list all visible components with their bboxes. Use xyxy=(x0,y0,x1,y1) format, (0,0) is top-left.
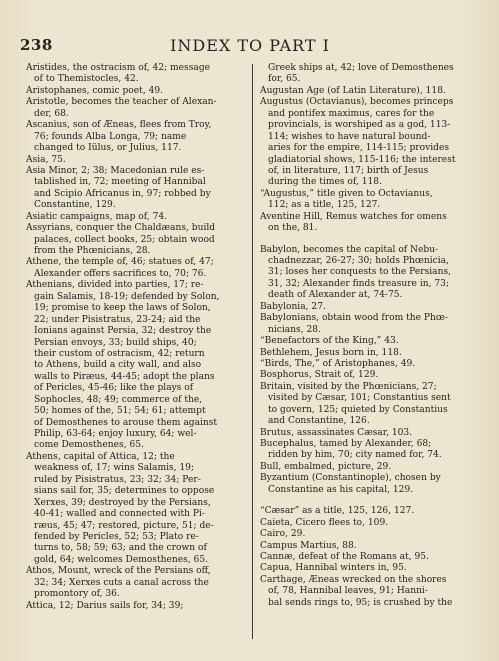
index-entry-line: “Benefactors of the King,” 43. xyxy=(260,336,399,347)
index-entry-line: Capua, Hannibal winters in, 95. xyxy=(260,563,407,574)
index-continuation-line: of Pericles, 45-46; like the plays of xyxy=(34,383,194,394)
index-continuation-line: fended by Pericles, 52; 53; Plato re- xyxy=(34,531,199,542)
index-continuation-line: 32; 34; Xerxes cuts a canal across the xyxy=(34,577,209,588)
letter-section-gap xyxy=(260,235,482,245)
index-entry-line: Ascanius, son of Æneas, flees from Troy, xyxy=(26,120,212,131)
column-divider xyxy=(252,64,253,639)
index-continuation-line: Philip, 63-64; enjoy luxury, 64; wel- xyxy=(34,429,197,439)
index-entry-line: Babylonians, obtain wood from the Phœ- xyxy=(260,313,448,324)
index-continuation-line: and pontifex maximus, cares for the xyxy=(268,108,435,119)
index-continuation-line: ridden by him, 70; city named for, 74. xyxy=(268,450,442,461)
index-continuation-line: 22; under Pisistratus, 23-24; aid the xyxy=(34,314,201,325)
page-title: INDEX TO PART I xyxy=(170,36,330,55)
index-entry-line: Babylon, becomes the capital of Nebu- xyxy=(260,244,439,255)
index-entry-line: Campus Martius, 88. xyxy=(260,540,357,551)
index-continuation-line: death of Alexander at, 74-75. xyxy=(268,290,403,301)
index-continuation-line: 40-41; walled and connected with Pi- xyxy=(34,509,205,520)
index-entry-line: Bucephalus, tamed by Alexander, 68; xyxy=(260,439,432,449)
index-continuation-line: 114; wishes to have natural bound- xyxy=(268,131,431,142)
index-continuation-line: Greek ships at, 42; love of Demosthenes xyxy=(268,63,454,73)
index-column-right xyxy=(260,63,482,609)
index-entry-line: Augustus (Octavianus), becomes princeps xyxy=(260,97,454,108)
index-entry-line: Babylonia, 27. xyxy=(260,301,326,312)
index-entry-line: Cannæ, defeat of the Romans at, 95. xyxy=(260,551,429,562)
index-entry-line: Bosphorus, Strait of, 129. xyxy=(260,370,379,381)
index-entry-line: Assyrians, conquer the Chaldæans, build xyxy=(26,223,216,234)
index-entry-line: Augustan Age (of Latin Literature), 118. xyxy=(260,85,446,96)
index-continuation-line: 76; founds Alba Longa, 79; name xyxy=(34,131,187,142)
index-continuation-line: nicians, 28. xyxy=(268,324,321,335)
index-entry-line: Carthage, Æneas wrecked on the shores xyxy=(260,574,447,585)
index-continuation-line: on the, 81. xyxy=(268,223,318,234)
index-continuation-line: Xerxes, 39; destroyed by the Persians, xyxy=(34,497,211,508)
index-continuation-line: and Scipio Africanus in, 97; robbed by xyxy=(34,188,211,199)
index-continuation-line: 19; promise to keep the laws of Solon, xyxy=(34,303,211,314)
index-continuation-line: Ionians against Persia, 32; destroy the xyxy=(34,326,212,337)
index-continuation-line: der, 68. xyxy=(34,108,69,119)
index-continuation-line: from the Phœnicians, 28. xyxy=(34,246,151,256)
index-continuation-line: bal sends rings to, 95; is crushed by the xyxy=(268,597,453,608)
index-continuation-line: to Athens, build a city wall, and also xyxy=(34,360,202,371)
index-continuation-line: come Demosthenes, 65. xyxy=(34,440,144,451)
index-continuation-line: tablished in, 72; meeting of Hannibal xyxy=(34,177,206,188)
index-entry-line: Britain, visited by the Phœnicians, 27; xyxy=(260,381,437,392)
index-continuation-line: provincials, is worshiped as a god, 113- xyxy=(268,120,451,131)
index-continuation-line: weakness of, 17; wins Salamis, 19; xyxy=(34,463,195,474)
index-continuation-line: Alexander offers sacrifices to, 70; 76. xyxy=(34,268,207,279)
index-continuation-line: their custom of ostracism, 42; return xyxy=(34,348,205,359)
index-entry-line: Bethlehem, Jesus born in, 118. xyxy=(260,347,402,358)
index-continuation-line: for, 65. xyxy=(268,74,301,85)
index-continuation-line: of Demosthenes to arouse them against xyxy=(34,417,218,428)
index-entry-line: Asiatic campaigns, map of, 74. xyxy=(26,211,168,222)
index-entry-line: “Augustus,” title given to Octavianus, xyxy=(260,188,433,199)
index-continuation-line: chadnezzar, 26-27; 30; holds Phœnicia, xyxy=(268,256,449,266)
index-continuation-line: promontory of, 36. xyxy=(34,589,120,600)
index-continuation-line: gold, 64; welcomes Demosthenes, 65. xyxy=(34,554,209,565)
page-number: 238 xyxy=(20,36,53,54)
index-continuation-line: Constantine as his capital, 129. xyxy=(268,484,414,495)
index-entry-line: Aventine Hill, Remus watches for omens xyxy=(260,211,447,222)
index-continuation-line: 31; loses her conquests to the Persians, xyxy=(268,267,452,278)
index-entry-line: Asia Minor, 2; 38; Macedonian rule es- xyxy=(26,165,205,176)
index-continuation-line: gain Salamis, 18-19; defended by Solon, xyxy=(34,291,220,302)
index-continuation-line: during the times of, 118. xyxy=(268,177,382,188)
index-entry-line: Athene, the temple of, 46; statues of, 47; xyxy=(26,257,214,268)
index-continuation-line: 31, 32; Alexander finds treasure in, 73; xyxy=(268,278,450,289)
index-continuation-line: to govern, 125; quieted by Constantius xyxy=(268,404,448,415)
index-continuation-line: ræus, 45; 47; restored, picture, 51; de- xyxy=(34,520,214,531)
index-entry-line: “Cæsar” as a title, 125, 126, 127. xyxy=(260,506,415,517)
index-entry-line: Byzantium (Constantinople), chosen by xyxy=(260,473,441,484)
letter-section-gap xyxy=(260,496,482,506)
index-continuation-line: Constantine, 129. xyxy=(34,200,116,211)
index-continuation-line: turns to, 58; 59; 63; and the crown of xyxy=(34,543,207,554)
index-continuation-line: 112; as a title, 125, 127. xyxy=(268,200,381,211)
index-entry-line: “Birds, The,” of Aristophanes, 49. xyxy=(260,358,416,369)
index-entry-line: Aristides, the ostracism of, 42; message xyxy=(26,63,211,73)
index-continuation-line: walls to Piræus, 44-45; adopt the plans xyxy=(34,371,215,382)
index-entry-line: Athos, Mount, wreck of the Persians off, xyxy=(26,566,211,577)
index-entry-line: Bull, embalmed, picture, 29. xyxy=(260,461,392,472)
index-continuation-line: visited by Cæsar, 101; Constantius sent xyxy=(268,393,451,404)
index-continuation-line: Persian envoys, 33; build ships, 40; xyxy=(34,337,197,348)
index-entry-line: Brutus, assassinates Cæsar, 103. xyxy=(260,427,413,438)
index-entry-line: Athens, capital of Attica, 12; the xyxy=(26,451,175,462)
index-continuation-line: aries for the empire, 114-115; provides xyxy=(268,143,450,154)
index-continuation-line: sians sail for, 35; determines to oppose xyxy=(34,486,215,497)
index-entry-line: Aristophanes, comic poet, 49. xyxy=(26,85,164,96)
index-continuation-line: changed to Iülus, or Julius, 117. xyxy=(34,143,182,154)
index-entry-line: Aristotle, becomes the teacher of Alexan- xyxy=(26,97,217,108)
page-header xyxy=(20,36,480,56)
index-entry-line: Athenians, divided into parties, 17; re- xyxy=(26,280,204,291)
index-continuation-line: Sophocles, 48; 49; commerce of the, xyxy=(34,394,203,405)
index-continuation-line: 50; homes of the, 51; 54; 61; attempt xyxy=(34,406,206,417)
index-continuation-line: and Constantine, 126. xyxy=(268,416,370,427)
index-entry-line: Caieta, Cicero flees to, 109. xyxy=(260,517,389,528)
index-entry-line: Attica, 12; Darius sails for, 34; 39; xyxy=(26,600,184,611)
index-continuation-line: gladiatorial shows, 115-116; the interest xyxy=(268,154,456,165)
index-continuation-line: of to Themistocles, 42. xyxy=(34,74,139,85)
index-continuation-line: of, in literature, 117; birth of Jesus xyxy=(268,165,429,176)
index-continuation-line: palaces, collect books, 25; obtain wood xyxy=(34,234,215,245)
index-entry-line: Cairo, 29. xyxy=(260,529,306,540)
index-entry-line: Asia, 75. xyxy=(26,154,66,165)
index-continuation-line: ruled by Pisistratus, 23; 32; 34; Per- xyxy=(34,474,201,485)
index-column-left xyxy=(26,63,248,612)
index-continuation-line: of, 78, Hannibal leaves, 91; Hanni- xyxy=(268,586,428,597)
